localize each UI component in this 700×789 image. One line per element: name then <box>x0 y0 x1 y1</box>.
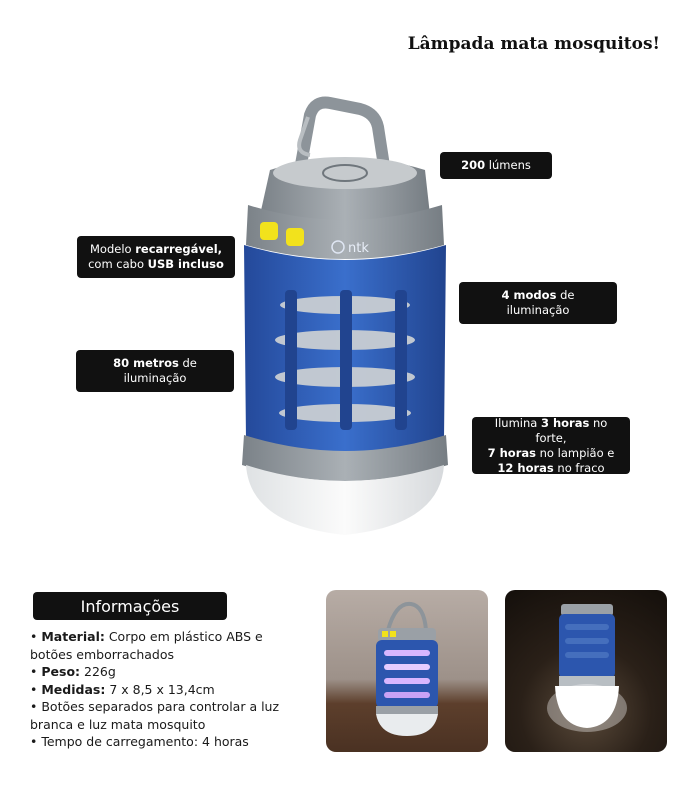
list-item: • Medidas: 7 x 8,5 x 13,4cm <box>30 681 215 697</box>
lantern-illustration <box>230 95 460 545</box>
photo-uv-mode <box>326 590 488 752</box>
info-list <box>30 628 300 751</box>
callout-range: 80 metros de iluminação <box>76 350 234 392</box>
list-item: • Peso: 226g <box>30 664 116 679</box>
callout-duration: Ilumina 3 horas no forte, 7 horas no lampião e 12 horas no fraco <box>472 417 630 474</box>
callout-rechargeable: Modelo recarregável, com cabo USB incluso <box>77 236 235 278</box>
list-item: • Botões separados para controlar a luz branca e luz mata mosquito <box>30 699 280 732</box>
info-header: Informações <box>33 592 227 620</box>
brand-logo: ntk <box>348 241 369 256</box>
callout-lumens: 200 lúmens <box>440 152 552 179</box>
page-title: Lâmpada mata mosquitos! <box>407 34 660 54</box>
callout-modes: 4 modos de iluminação <box>459 282 617 324</box>
photo-night-mode <box>505 590 667 752</box>
list-item: • Material: Corpo em plástico ABS e botões emborrachados <box>30 629 263 662</box>
list-item: • Tempo de carregamento: 4 horas <box>30 734 249 749</box>
